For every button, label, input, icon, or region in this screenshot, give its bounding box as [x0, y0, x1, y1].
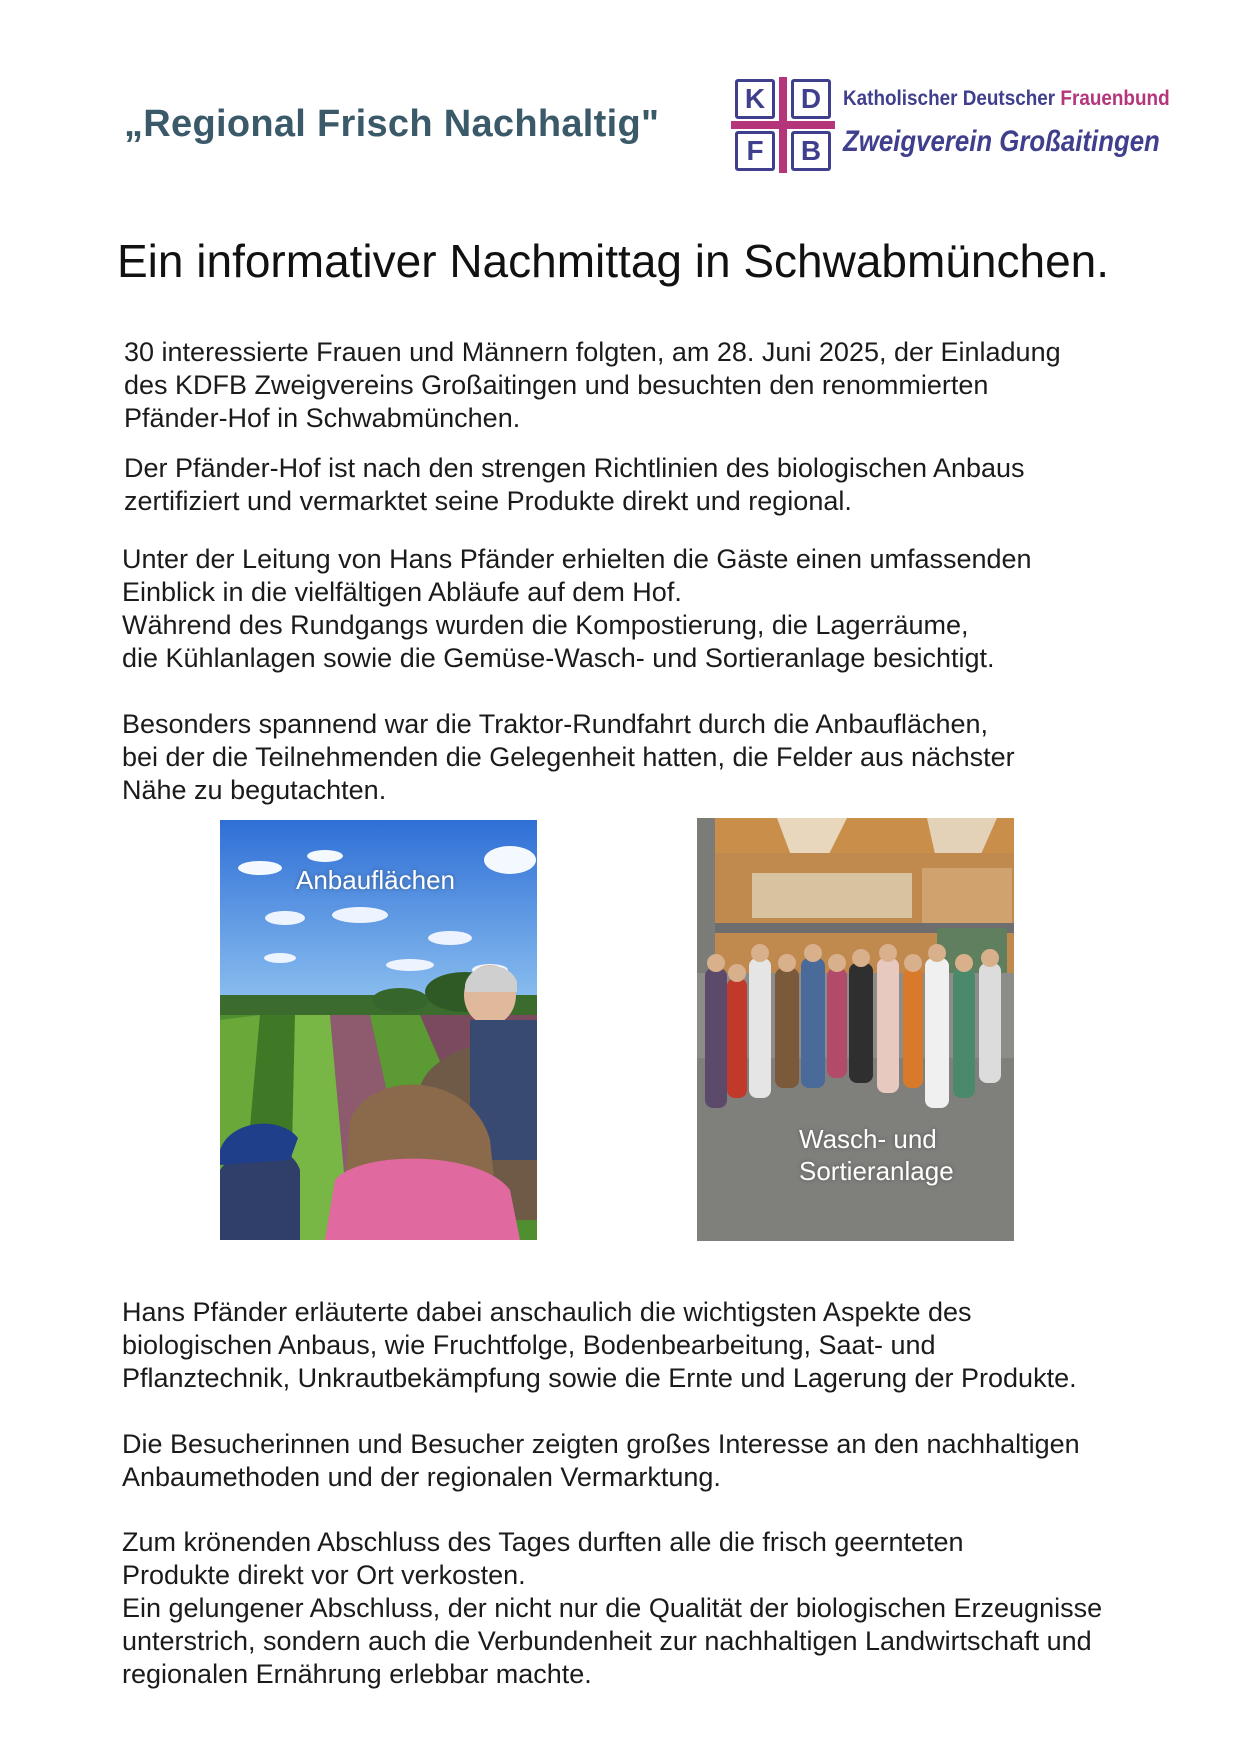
- paragraph-certification: Der Pfänder-Hof ist nach den strengen Richtlinien des biologischen Anbaus zertifiziert und vermarktet seine Produkte direkt und regional.: [124, 453, 1025, 516]
- logo-branch-name: Zweigverein Großaitingen: [843, 125, 1160, 158]
- photo-caption-sorting-facility: Wasch- und Sortieranlage: [799, 1124, 954, 1186]
- paragraph-tour: Unter der Leitung von Hans Pfänder erhielten die Gäste einen umfassenden Einblick in die vielfältigen Abläufe auf dem Hof. Während des Rundgangs wurden die Kompostierung, die Lagerräume, die Kühlanlagen sowie die Gemüse-Wasch- und Sortieranlage besichtigt.: [122, 544, 1032, 673]
- series-title: „Regional Frisch Nachhaltig": [124, 103, 660, 145]
- paragraph-interest: Die Besucherinnen und Besucher zeigten großes Interesse an den nachhaltigen Anbaumethoden und der regionalen Vermarktung.: [122, 1429, 1080, 1492]
- logo-letter-b: B: [791, 131, 831, 171]
- kdfb-logo: [731, 75, 1170, 177]
- logo-letter-f: F: [735, 131, 775, 171]
- paragraph-intro: 30 interessierte Frauen und Männern folgten, am 28. Juni 2025, der Einladung des KDFB Zweigvereins Großaitingen und besuchten den renommierten Pfänder-Hof in Schwabmünchen.: [124, 337, 1061, 433]
- logo-letter-d: D: [791, 79, 831, 119]
- logo-organisation-name: [843, 87, 1170, 111]
- logo-cross-horizontal: [731, 121, 835, 129]
- photo-sorting-facility: [697, 818, 1014, 1241]
- photo-fields: [220, 820, 537, 1240]
- page-headline: Ein informativer Nachmittag in Schwabmünchen.: [117, 235, 1110, 287]
- paragraph-tractor-ride: Besonders spannend war die Traktor-Rundfahrt durch die Anbauflächen, bei der die Teilnehmenden die Gelegenheit hatten, die Felder aus nächster Nähe zu begutachten.: [122, 709, 1015, 805]
- logo-name-accent: Frauenbund: [1060, 87, 1170, 110]
- paragraph-organic-farming: Hans Pfänder erläuterte dabei anschaulich die wichtigsten Aspekte des biologischen Anbaus, wie Fruchtfolge, Bodenbearbeitung, Saat- und Pflanztechnik, Unkrautbekämpfung sowie die Ernte und Lagerung der Produkte.: [122, 1297, 1077, 1393]
- photo-caption-fields: Anbauflächen: [296, 865, 456, 895]
- logo-name-main: Katholischer Deutscher: [843, 87, 1061, 110]
- kdfb-logo-mark: [731, 77, 835, 173]
- paragraph-conclusion: Zum krönenden Abschluss des Tages durften alle die frisch geernteten Produkte direkt vor Ort verkosten. Ein gelungener Abschluss, der nicht nur die Qualität der biologischen Erzeugnisse unterstrich, sondern auch die Verbundenheit zur nachhaltigen Landwirtschaft und regionalen Ernährung erlebbar machte.: [122, 1527, 1103, 1689]
- logo-letter-k: K: [735, 79, 775, 119]
